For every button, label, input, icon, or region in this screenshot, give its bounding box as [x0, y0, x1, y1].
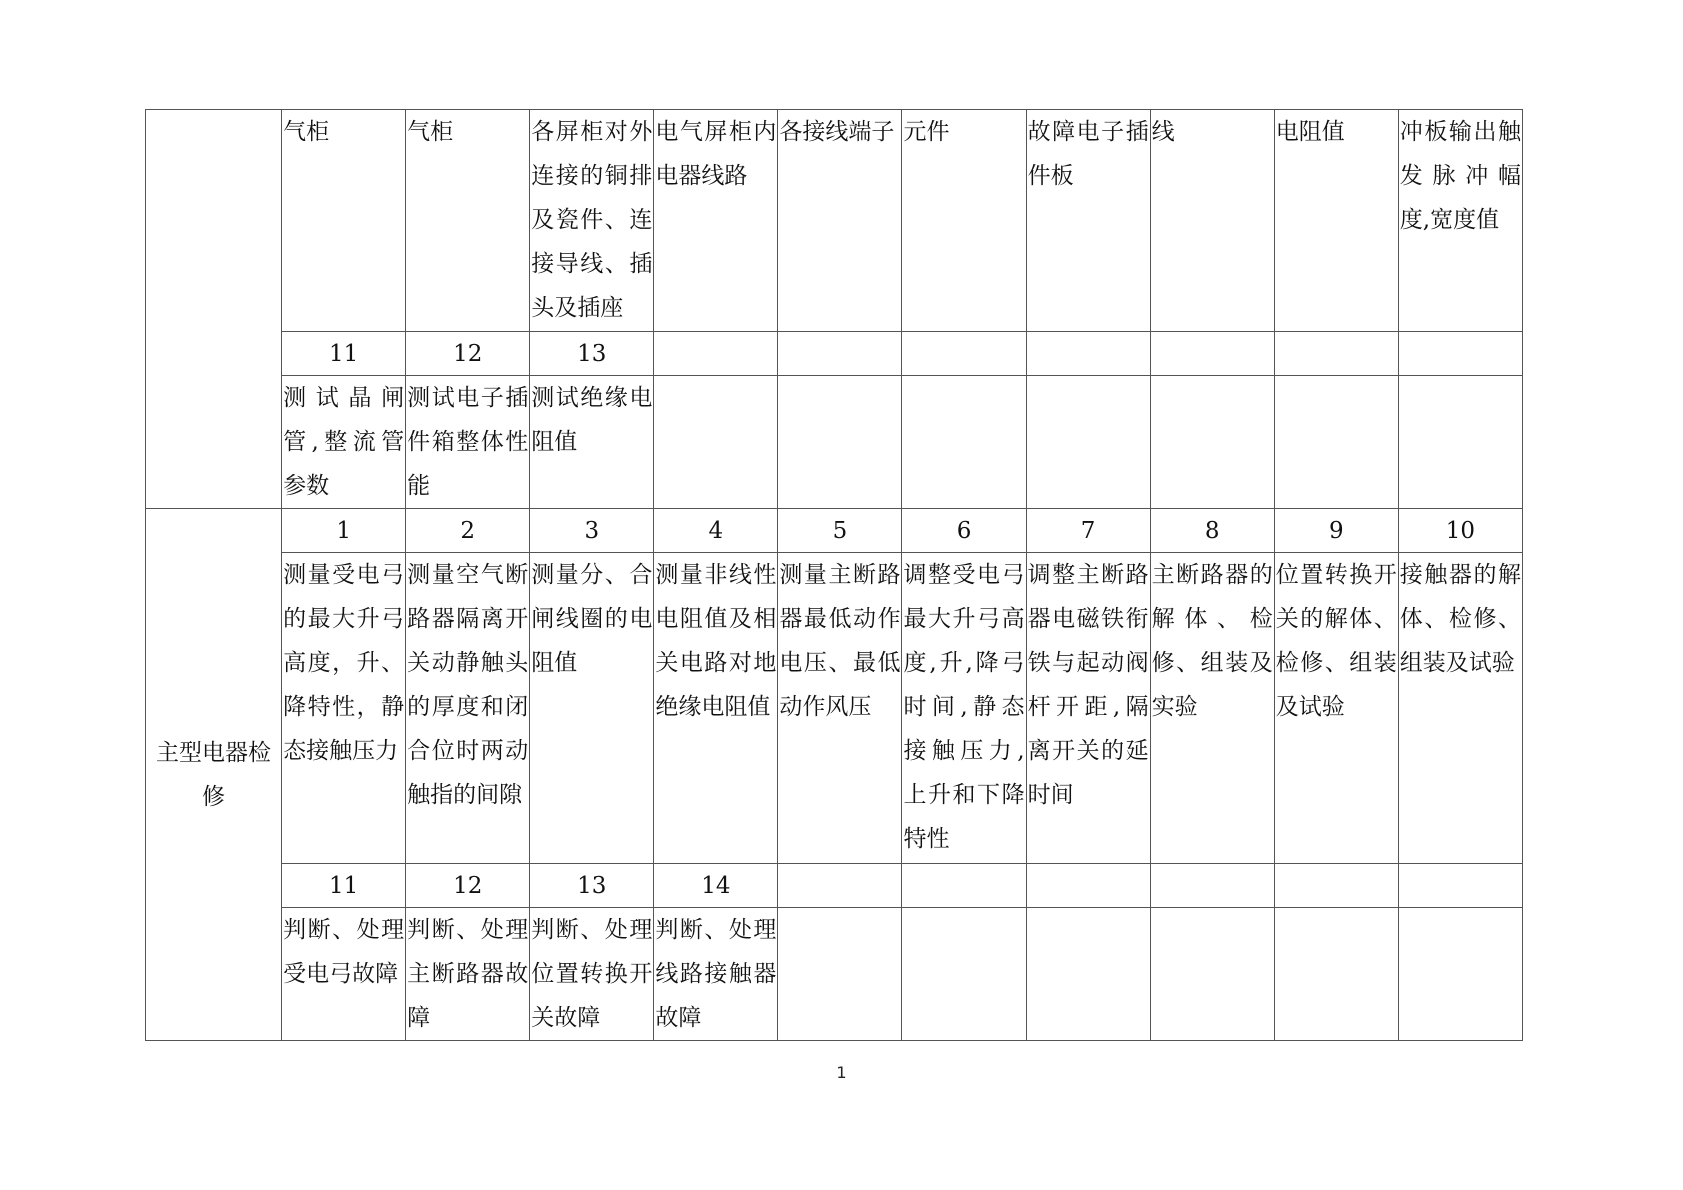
item-cell: 测试绝缘电阻值 — [530, 376, 654, 509]
number-cell: 13 — [530, 332, 654, 376]
number-cell: 13 — [530, 864, 654, 908]
number-cell — [1150, 864, 1274, 908]
item-cell: 故障电子插件板 — [1026, 110, 1150, 332]
number-cell: 3 — [530, 509, 654, 553]
number-cell: 5 — [778, 509, 902, 553]
number-cell: 11 — [282, 332, 406, 376]
item-cell — [1150, 908, 1274, 1041]
item-cell — [1026, 908, 1150, 1041]
item-cell: 各屏柜对外连接的铜排及瓷件、连接导线、插头及插座 — [530, 110, 654, 332]
item-cell — [902, 908, 1026, 1041]
item-cell: 测试晶闸管,整流管参数 — [282, 376, 406, 509]
number-cell — [1150, 332, 1274, 376]
item-cell: 接触器的解体、检修、组装及试验 — [1398, 553, 1522, 864]
item-cell: 冲板输出触发脉冲幅度,宽度值 — [1398, 110, 1522, 332]
item-cell — [1150, 376, 1274, 509]
table-row — [146, 553, 1523, 864]
table-row — [146, 376, 1523, 509]
number-cell — [1026, 332, 1150, 376]
number-cell — [1398, 864, 1522, 908]
maintenance-items-table — [145, 109, 1523, 1041]
item-cell: 电气屏柜内电器线路 — [654, 110, 778, 332]
item-cell — [654, 376, 778, 509]
number-cell — [1274, 864, 1398, 908]
item-cell — [902, 376, 1026, 509]
item-cell: 气柜 — [406, 110, 530, 332]
item-cell: 主断路器的解体、检修、组装及实验 — [1150, 553, 1274, 864]
number-cell — [778, 864, 902, 908]
category-cell: 主型电器检修 — [146, 509, 282, 1041]
item-cell: 各接线端子 — [778, 110, 902, 332]
number-cell: 11 — [282, 864, 406, 908]
item-cell: 线 — [1150, 110, 1274, 332]
item-cell — [778, 908, 902, 1041]
item-cell: 电阻值 — [1274, 110, 1398, 332]
category-cell — [146, 110, 282, 509]
item-cell: 测量主断路器最低动作电压、最低动作风压 — [778, 553, 902, 864]
item-cell: 调整受电弓最大升弓高度,升,降弓时间,静态接触压力,上升和下降特性 — [902, 553, 1026, 864]
number-cell: 9 — [1274, 509, 1398, 553]
number-cell: 7 — [1026, 509, 1150, 553]
number-cell — [1026, 864, 1150, 908]
item-cell — [778, 376, 902, 509]
item-cell — [1274, 376, 1398, 509]
item-cell: 测量非线性电阻值及相关电路对地绝缘电阻值 — [654, 553, 778, 864]
item-cell — [1398, 376, 1522, 509]
table-row — [146, 908, 1523, 1041]
item-cell: 测量受电弓的最大升弓高度，升、降特性，静态接触压力 — [282, 553, 406, 864]
item-cell: 测量空气断路器隔离开关动静触头的厚度和闭合位时两动触指的间隙 — [406, 553, 530, 864]
number-cell — [1398, 332, 1522, 376]
number-cell — [1274, 332, 1398, 376]
item-cell: 调整主断路器电磁铁衔铁与起动阀杆开距,隔离开关的延时间 — [1026, 553, 1150, 864]
item-cell: 测试电子插件箱整体性能 — [406, 376, 530, 509]
number-cell: 6 — [902, 509, 1026, 553]
item-cell — [1274, 908, 1398, 1041]
table-row — [146, 110, 1523, 332]
number-cell — [654, 332, 778, 376]
item-cell — [1398, 908, 1522, 1041]
number-cell: 1 — [282, 509, 406, 553]
number-cell: 12 — [406, 864, 530, 908]
item-cell: 元件 — [902, 110, 1026, 332]
page-number: 1 — [836, 1063, 847, 1082]
item-cell: 判断、处理受电弓故障 — [282, 908, 406, 1041]
number-cell: 4 — [654, 509, 778, 553]
item-cell: 气柜 — [282, 110, 406, 332]
number-cell — [778, 332, 902, 376]
item-cell: 判断、处理位置转换开关故障 — [530, 908, 654, 1041]
number-cell: 12 — [406, 332, 530, 376]
table-row — [146, 864, 1523, 908]
item-cell — [1026, 376, 1150, 509]
number-cell — [902, 332, 1026, 376]
number-cell: 14 — [654, 864, 778, 908]
number-cell: 2 — [406, 509, 530, 553]
table-row — [146, 509, 1523, 553]
number-cell — [902, 864, 1026, 908]
number-cell: 8 — [1150, 509, 1274, 553]
item-cell: 位置转换开关的解体、检修、组装及试验 — [1274, 553, 1398, 864]
item-cell: 判断、处理主断路器故障 — [406, 908, 530, 1041]
number-cell: 10 — [1398, 509, 1522, 553]
table-row — [146, 332, 1523, 376]
item-cell: 测量分、合闸线圈的电阻值 — [530, 553, 654, 864]
item-cell: 判断、处理线路接触器故障 — [654, 908, 778, 1041]
